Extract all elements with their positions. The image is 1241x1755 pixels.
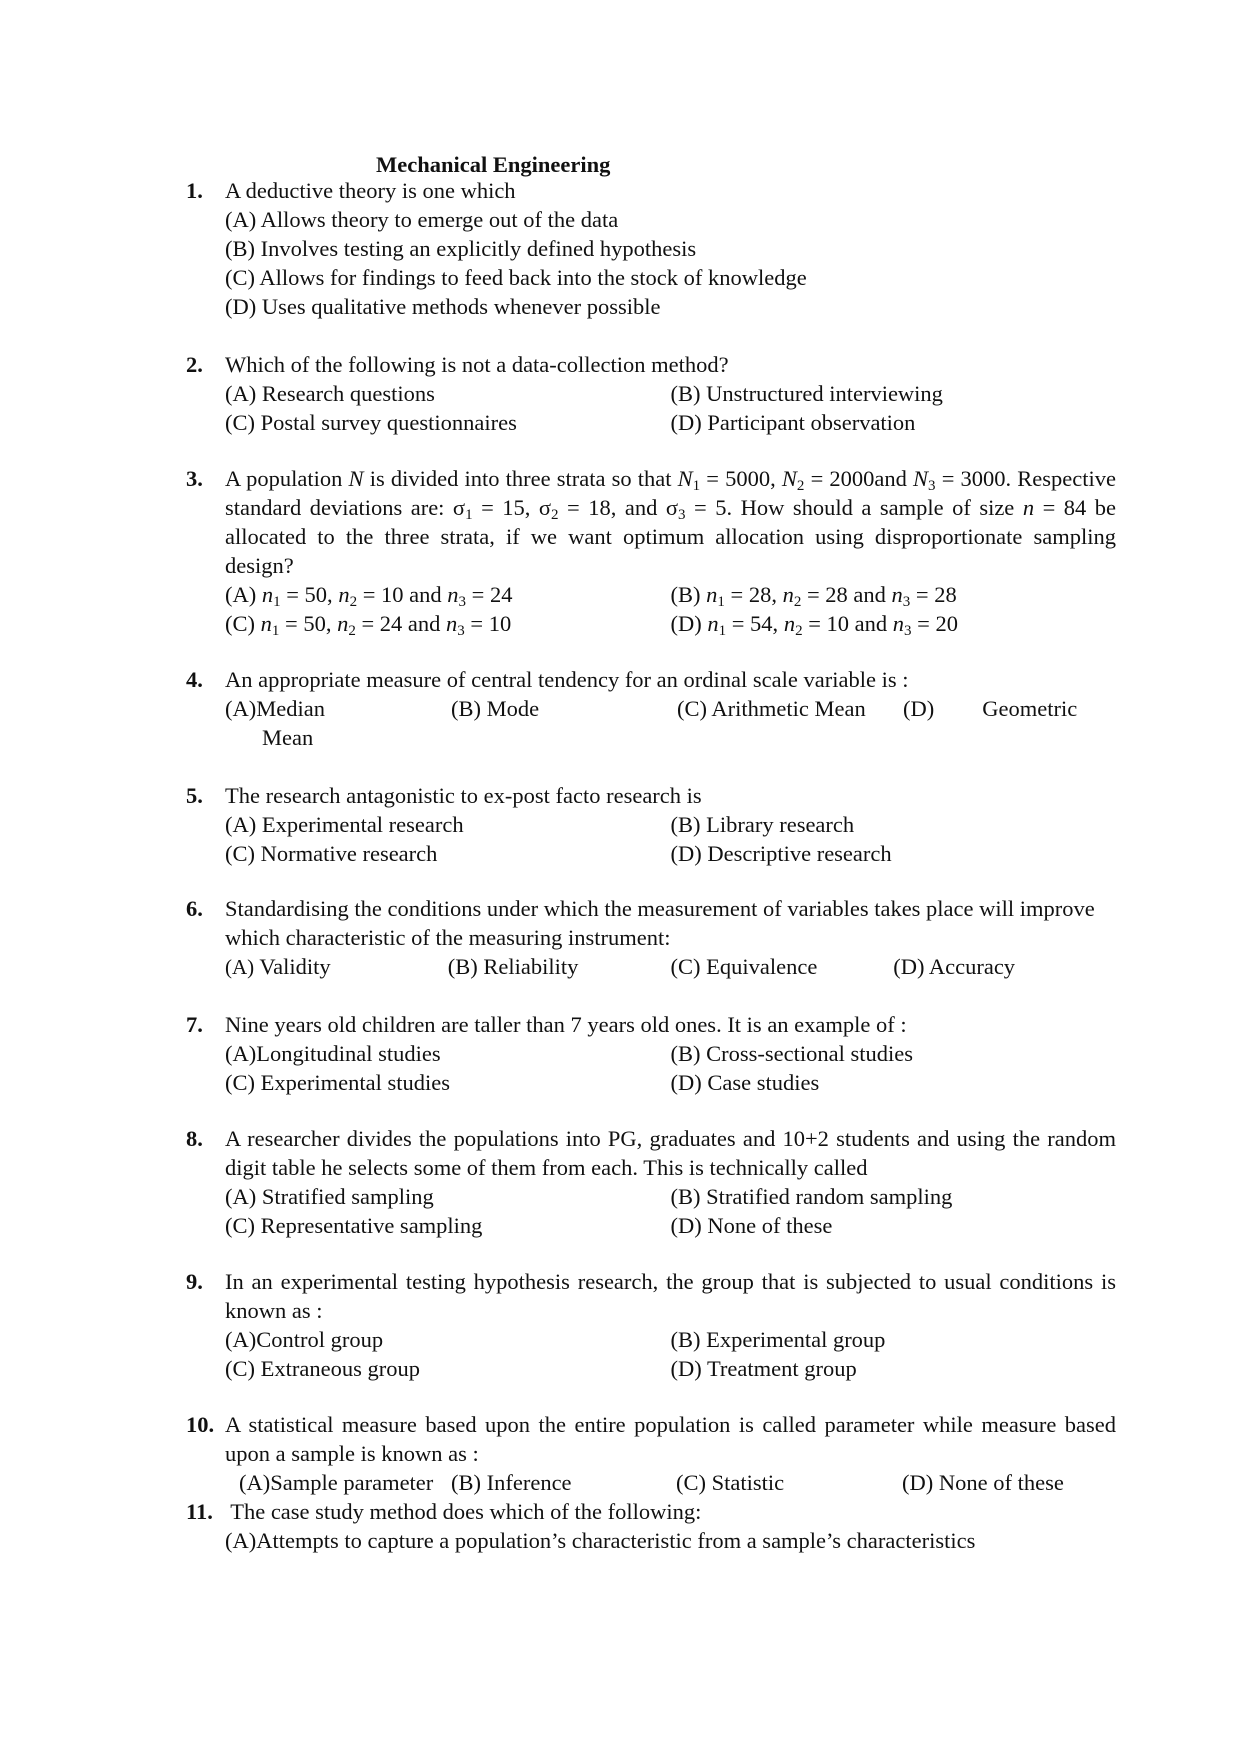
option-a: (A) Stratified sampling (225, 1184, 434, 1209)
question-number: 10. (186, 1412, 215, 1437)
options (225, 1526, 1116, 1555)
option-b: (B) Cross-sectional studies (670, 1041, 913, 1066)
option-a: (A)Sample parameter (239, 1470, 434, 1495)
option-c: (C) Statistic (676, 1470, 785, 1495)
option-d: (D) None of these (670, 1213, 833, 1238)
option-d: (D) Participant observation (670, 410, 916, 435)
question-number: 3. (186, 466, 203, 491)
question-text: Which of the following is not a data-collection method? (225, 352, 729, 377)
option-b: (B) Reliability (447, 954, 579, 979)
question-5 (186, 781, 1116, 868)
options (225, 952, 1116, 981)
option-c: (C) Representative sampling (225, 1213, 483, 1238)
question-2 (186, 350, 1116, 437)
option-d: (D) None of these (902, 1470, 1064, 1495)
options (225, 1182, 1116, 1240)
option-a: (A)Attempts to capture a population’s characteristic from a sample’s characteristics (225, 1528, 976, 1553)
option-c: (C) Arithmetic Mean (677, 696, 866, 721)
option-b: (B) Unstructured interviewing (670, 381, 943, 406)
option-d: (D) Case studies (670, 1070, 820, 1095)
question-text: Standardising the conditions under which the measurement of variables takes place will improve which characteristic of the measuring instrument: (225, 896, 1095, 950)
option-d: (D) Descriptive research (670, 841, 892, 866)
option-c: (C) Postal survey questionnaires (225, 410, 517, 435)
options (225, 379, 1116, 437)
option-a: (A) Research questions (225, 381, 435, 406)
option-d: (D) Accuracy (893, 954, 1016, 979)
question-3 (186, 464, 1116, 638)
option-c: (C) Normative research (225, 841, 438, 866)
options (225, 694, 1116, 752)
option-c: (C) Extraneous group (225, 1356, 420, 1381)
question-number: 8. (186, 1126, 203, 1151)
option-a: (A) $n_1 = 50$, $n_2 = 10$ and $n_3 = 24$ (225, 582, 513, 610)
option-a: (A)Median (225, 696, 325, 721)
options (225, 580, 1116, 638)
options (225, 1325, 1116, 1383)
page-title: Mechanical Engineering (376, 152, 611, 177)
option-d-continued: Mean (262, 725, 314, 750)
option-a: (A) Allows theory to emerge out of the data (225, 207, 619, 232)
option-d: (D) $n_1 = 54$, $n_2 = 10$ and $n_3 = 20$ (670, 611, 958, 639)
option-c: (C) Allows for findings to feed back into the stock of knowledge (225, 265, 807, 290)
option-d: (D) Uses qualitative methods whenever possible (225, 294, 661, 319)
options (225, 1039, 1116, 1097)
question-7 (186, 1010, 1116, 1097)
options (225, 1468, 1116, 1497)
option-b: (B) Mode (451, 696, 540, 721)
option-b: (B) Stratified random sampling (670, 1184, 953, 1209)
option-b: (B) Inference (451, 1470, 572, 1495)
question-6 (186, 894, 1116, 981)
question-4 (186, 665, 1116, 752)
option-b: (B) Library research (670, 812, 855, 837)
question-8 (186, 1124, 1116, 1240)
option-d: (D) Treatment group (670, 1356, 857, 1381)
option-c: (C) Equivalence (670, 954, 818, 979)
option-d: (D) Geometric (903, 696, 1078, 721)
question-10 (186, 1410, 1116, 1497)
question-number: 6. (186, 896, 203, 921)
option-b: (B) Involves testing an explicitly defined hypothesis (225, 236, 697, 261)
question-number: 4. (186, 667, 203, 692)
question-number: 1. (186, 178, 203, 203)
question-11 (186, 1497, 1116, 1555)
options (225, 205, 1116, 321)
option-b: (B) Experimental group (670, 1327, 886, 1352)
option-a: (A)Control group (225, 1327, 384, 1352)
option-a: (A) Validity (225, 954, 331, 979)
option-a: (A)Longitudinal studies (225, 1041, 441, 1066)
question-text: A deductive theory is one which (225, 178, 516, 203)
question-text: The research antagonistic to ex-post facto research is (225, 783, 702, 808)
option-c: (C) Experimental studies (225, 1070, 450, 1095)
question-text: In an experimental testing hypothesis research, the group that is subjected to usual conditions is known as : (225, 1269, 1116, 1323)
question-text: An appropriate measure of central tendency for an ordinal scale variable is : (225, 667, 909, 692)
question-number: 7. (186, 1012, 203, 1037)
option-b: (B) $n_1 = 28$, $n_2 = 28$ and $n_3 = 28$ (670, 582, 957, 610)
question-number: 9. (186, 1269, 203, 1294)
question-1 (186, 176, 1116, 321)
question-9 (186, 1267, 1116, 1383)
question-text: A statistical measure based upon the entire population is called parameter while measure based upon a sample is known as : (225, 1412, 1116, 1466)
question-number: 2. (186, 352, 203, 377)
options (225, 810, 1116, 868)
option-c: (C) $n_1 = 50$, $n_2 = 24$ and $n_3 = 10$ (225, 611, 512, 639)
question-text: The case study method does which of the following: (225, 1499, 702, 1524)
question-text: Nine years old children are taller than 7 years old ones. It is an example of : (225, 1012, 907, 1037)
question-number: 5. (186, 783, 203, 808)
question-number: 11. (186, 1499, 213, 1524)
question-text: A population N is divided into three strata so that $N_1 = 5000$, $N_2 = 2000and$ $N_3 = 3000$. Respective standard deviations are: $\sigma_1 = 15$, $\sigma_2 = 18$, and $\sigma_3 = 5$. How should a sample of size n = 84 be allocated to the three strata, if we want optimum allocation using disproportionate sampling design? (225, 466, 1117, 578)
option-a: (A) Experimental research (225, 812, 464, 837)
question-text: A researcher divides the populations into PG, graduates and 10+2 students and using the random digit table he selects some of them from each. This is technically called (225, 1126, 1116, 1180)
